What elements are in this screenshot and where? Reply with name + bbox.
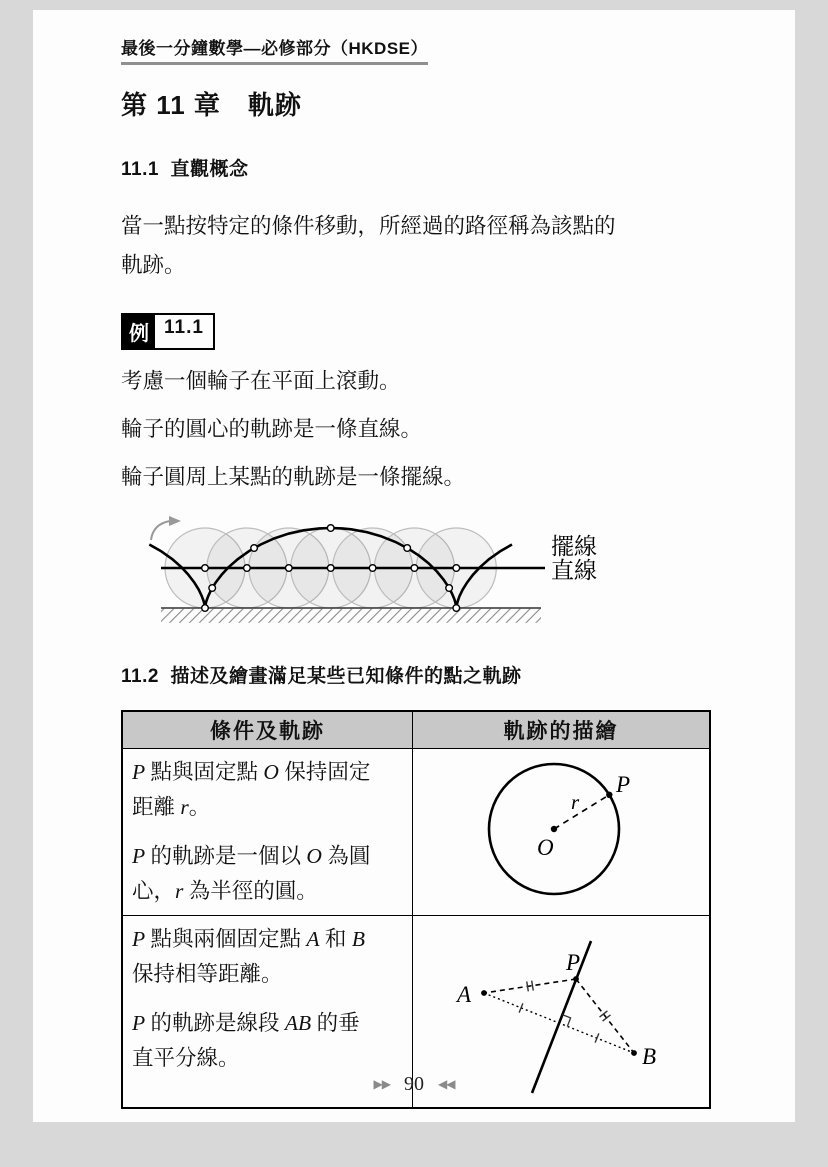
section-11-2-heading: 11.2 描述及繪畫滿足某些已知條件的點之軌跡	[121, 666, 522, 687]
document-page	[33, 10, 795, 1122]
intro-paragraph	[121, 207, 747, 285]
example-line-2: 輪子的圓心的軌跡是一條直線。	[121, 417, 423, 441]
book-header: 最後一分鐘數學—必修部分（HKDSE）	[121, 34, 428, 65]
condition-line: P 的軌跡是一個以 O 為圓	[132, 843, 371, 868]
radius-label-r: r	[571, 790, 580, 814]
cycloid-diagram	[145, 508, 747, 635]
point-label-A: A	[457, 981, 472, 1007]
col-header-sketch: 軌跡的描繪	[413, 711, 711, 748]
point-P	[606, 792, 612, 798]
condition-line: P 點與固定點 O 保持固定	[132, 759, 371, 784]
col-header-condition: 條件及軌跡	[122, 711, 413, 748]
centre-label-O: O	[537, 835, 554, 860]
circle-locus-diagram	[415, 751, 707, 907]
cycloid-label: 擺線	[551, 534, 597, 559]
segment-PA-dashed	[484, 979, 576, 993]
ground-hatching	[161, 609, 541, 623]
radius-dashed-line	[554, 795, 609, 829]
condition-line: 距離 r。	[132, 794, 211, 819]
fast-forward-icon: ▶▶	[373, 1077, 390, 1091]
page-footer	[33, 1073, 795, 1096]
example-11-1-box	[121, 313, 215, 350]
condition-line: 直平分線。	[132, 1045, 240, 1070]
intro-line-1: 當一點按特定的條件移動，所經過的路徑稱為該點的	[121, 214, 616, 238]
example-line-3: 輪子圓周上某點的軌跡是一條擺線。	[121, 465, 466, 489]
page-number: 90	[404, 1073, 424, 1095]
condition-line: P 的軌跡是線段 AB 的垂	[132, 1010, 360, 1035]
point-label-P: P	[566, 949, 581, 975]
example-number: 11.1	[164, 317, 204, 338]
table-row-circle-locus	[122, 748, 710, 915]
example-tag: 例	[123, 315, 155, 348]
centre-point-O	[551, 826, 557, 832]
point-A	[481, 990, 487, 996]
condition-line: 保持相等距離。	[132, 961, 283, 986]
rolling-direction-arrow-icon	[151, 516, 181, 540]
point-B	[631, 1050, 637, 1056]
section-11-1-heading: 11.1 直觀概念	[121, 159, 249, 180]
rewind-icon: ◀◀	[438, 1077, 455, 1091]
loci-table	[121, 710, 711, 1109]
condition-cell-circle	[122, 748, 413, 915]
condition-line: 心，r 為半徑的圓。	[132, 878, 318, 903]
point-label-P: P	[616, 772, 631, 797]
cycloid-diagram-svg	[145, 508, 615, 630]
table-header-row	[122, 711, 710, 748]
intro-line-2: 軌跡。	[121, 253, 186, 277]
straight-line-label: 直線	[551, 558, 597, 583]
chapter-title: 第 11 章 軌跡	[121, 90, 302, 120]
condition-line: P 點與兩個固定點 A 和 B	[132, 926, 365, 951]
point-label-B: B	[642, 1043, 657, 1069]
perpendicular-bisector-line	[532, 941, 591, 1093]
sketch-cell-circle	[413, 748, 711, 915]
example-line-1: 考慮一個輪子在平面上滾動。	[121, 369, 401, 393]
point-P	[573, 976, 579, 982]
